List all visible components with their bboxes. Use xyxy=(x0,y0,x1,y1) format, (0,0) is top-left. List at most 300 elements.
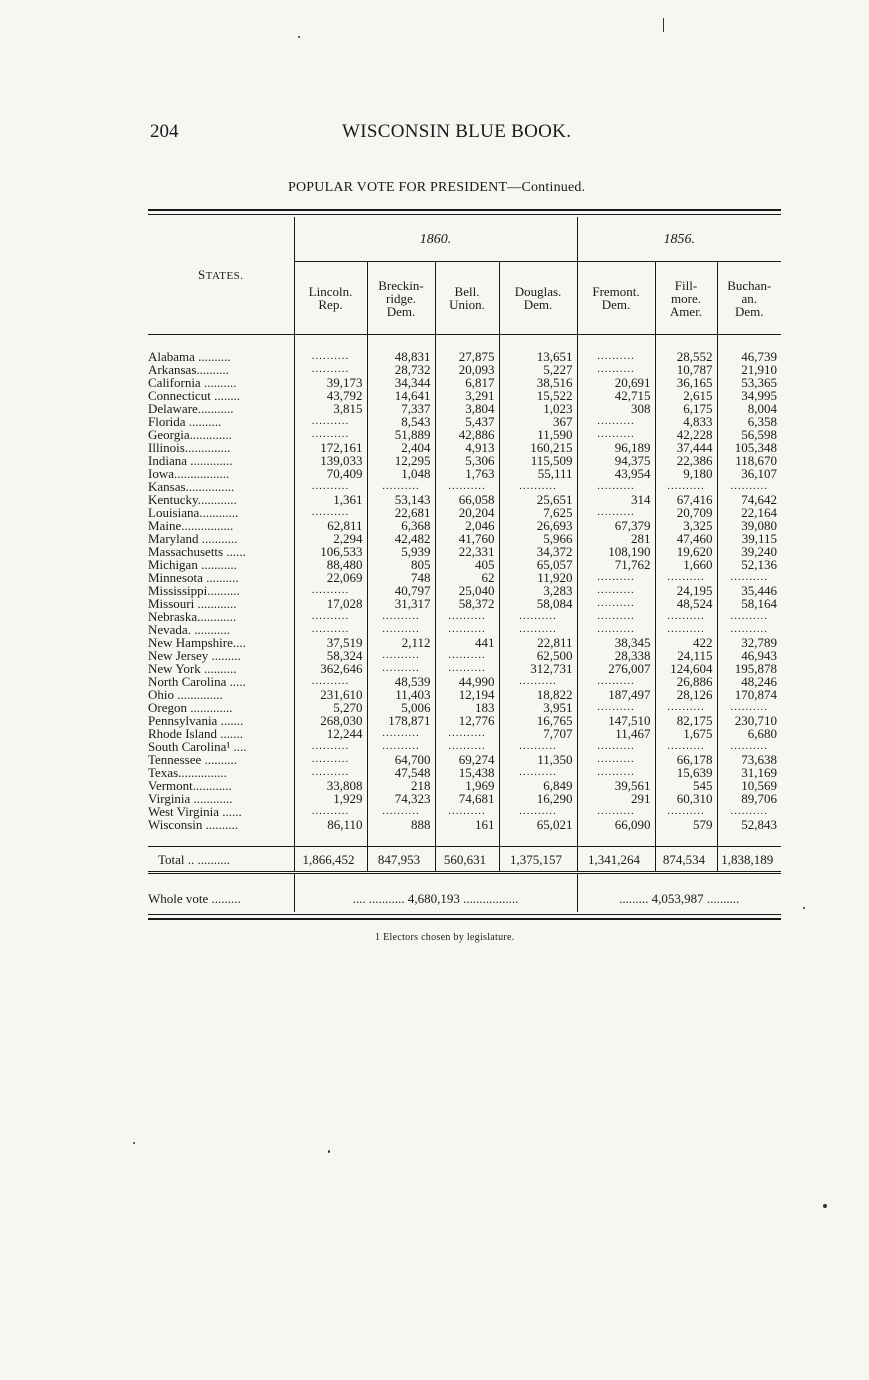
empty-cell: .......... xyxy=(294,753,367,766)
spacer-cell xyxy=(367,335,435,351)
state-name: New Jersey ......... xyxy=(148,648,241,663)
vote-cell: 5,227 xyxy=(499,363,577,376)
spacer-cell xyxy=(577,873,781,885)
empty-cell: .......... xyxy=(294,506,367,519)
empty-cell: .......... xyxy=(435,662,499,675)
vote-cell: 22,069 xyxy=(294,571,367,584)
empty-cell: .......... xyxy=(367,649,435,662)
vote-cell: 34,344 xyxy=(367,376,435,389)
vote-cell: 42,482 xyxy=(367,532,435,545)
vote-cell: 21,910 xyxy=(717,363,781,376)
spacer-cell xyxy=(717,335,781,351)
vote-cell: 36,107 xyxy=(717,467,781,480)
vote-cell: 89,706 xyxy=(717,792,781,805)
total-cell: 874,534 xyxy=(655,847,717,873)
vote-cell: 38,516 xyxy=(499,376,577,389)
vote-cell: 28,126 xyxy=(655,688,717,701)
scan-speck xyxy=(133,1142,135,1144)
vote-cell: 187,497 xyxy=(577,688,655,701)
state-name: Minnesota .......... xyxy=(148,570,239,585)
vote-cell: 88,480 xyxy=(294,558,367,571)
vote-cell: 15,438 xyxy=(435,766,499,779)
vote-cell: 48,524 xyxy=(655,597,717,610)
candidate-header xyxy=(435,262,499,335)
vote-cell: 40,797 xyxy=(367,584,435,597)
state-name: Vermont............ xyxy=(148,778,232,793)
vote-cell: 60,310 xyxy=(655,792,717,805)
vote-cell: 53,365 xyxy=(717,376,781,389)
vote-cell: 405 xyxy=(435,558,499,571)
vote-cell: 195,878 xyxy=(717,662,781,675)
empty-cell: .......... xyxy=(717,701,781,714)
state-name: Kentucky............ xyxy=(148,492,237,507)
empty-cell: .......... xyxy=(499,675,577,688)
state-name: Ohio .............. xyxy=(148,687,223,702)
total-cell: 1,341,264 xyxy=(577,847,655,873)
vote-cell: 545 xyxy=(655,779,717,792)
empty-cell: .......... xyxy=(577,597,655,610)
state-name: Michigan ........... xyxy=(148,557,237,572)
vote-cell: 12,295 xyxy=(367,454,435,467)
state-name: Iowa................. xyxy=(148,466,230,481)
empty-cell: .......... xyxy=(577,350,655,363)
vote-cell: 20,691 xyxy=(577,376,655,389)
empty-cell: .......... xyxy=(655,623,717,636)
total-cell: 847,953 xyxy=(367,847,435,873)
footnote: 1 Electors chosen by legislature. xyxy=(375,932,515,943)
vote-cell: 43,954 xyxy=(577,467,655,480)
vote-cell: 276,007 xyxy=(577,662,655,675)
state-name: Florida .......... xyxy=(148,414,222,429)
vote-cell: 422 xyxy=(655,636,717,649)
vote-cell: 8,543 xyxy=(367,415,435,428)
year-1856-header: 1856. xyxy=(577,217,781,262)
total-label: Total .. .......... xyxy=(148,847,294,873)
empty-cell: .......... xyxy=(294,675,367,688)
empty-cell: .......... xyxy=(577,766,655,779)
empty-cell: .......... xyxy=(367,480,435,493)
vote-cell: 16,765 xyxy=(499,714,577,727)
vote-cell: 230,710 xyxy=(717,714,781,727)
spacer-cell xyxy=(148,831,294,847)
table-row xyxy=(148,610,781,623)
vote-cell: 2,046 xyxy=(435,519,499,532)
empty-cell: .......... xyxy=(717,571,781,584)
vote-cell: 281 xyxy=(577,532,655,545)
state-name: Tennessee .......... xyxy=(148,752,237,767)
vote-cell: 39,173 xyxy=(294,376,367,389)
empty-cell: .......... xyxy=(717,480,781,493)
vote-cell: 11,350 xyxy=(499,753,577,766)
vote-cell: 6,175 xyxy=(655,402,717,415)
candidate-header-line: Douglas. xyxy=(514,284,562,299)
empty-cell: .......... xyxy=(435,480,499,493)
empty-cell: .......... xyxy=(499,480,577,493)
state-name: Pennsylvania ....... xyxy=(148,713,244,728)
vote-cell: 4,913 xyxy=(435,441,499,454)
spacer-row xyxy=(148,831,781,847)
empty-cell: .......... xyxy=(294,584,367,597)
running-head: WISCONSIN BLUE BOOK. xyxy=(342,121,572,142)
state-name: Delaware........... xyxy=(148,401,234,416)
empty-cell: .......... xyxy=(367,610,435,623)
candidate-header-line: an. xyxy=(741,290,758,306)
vote-cell: 24,115 xyxy=(655,649,717,662)
total-cell: 1,375,157 xyxy=(499,847,577,873)
vote-cell: 20,709 xyxy=(655,506,717,519)
empty-cell: .......... xyxy=(577,805,655,818)
vote-cell: 74,323 xyxy=(367,792,435,805)
candidate-header-line: Lincoln. xyxy=(308,284,353,299)
empty-cell: .......... xyxy=(367,623,435,636)
vote-cell: 58,324 xyxy=(294,649,367,662)
empty-cell: .......... xyxy=(294,610,367,623)
empty-cell: .......... xyxy=(655,610,717,623)
vote-cell: 291 xyxy=(577,792,655,805)
vote-cell: 58,372 xyxy=(435,597,499,610)
bottom-rule-thick xyxy=(148,918,781,920)
candidate-header-line: Fremont. xyxy=(592,284,640,299)
candidate-header-line: more. xyxy=(671,290,701,306)
scan-speck xyxy=(328,1150,330,1153)
vote-cell: 44,990 xyxy=(435,675,499,688)
vote-cell: 74,642 xyxy=(717,493,781,506)
table-row xyxy=(148,558,781,571)
vote-cell: 12,244 xyxy=(294,727,367,740)
vote-cell: 5,306 xyxy=(435,454,499,467)
vote-cell: 231,610 xyxy=(294,688,367,701)
vote-cell: 94,375 xyxy=(577,454,655,467)
state-name: Missouri ............ xyxy=(148,596,237,611)
state-name: Maine................ xyxy=(148,518,234,533)
empty-cell: .......... xyxy=(577,675,655,688)
state-name: Maryland ........... xyxy=(148,531,238,546)
vote-cell: 42,228 xyxy=(655,428,717,441)
vote-cell: 28,552 xyxy=(655,350,717,363)
state-name: Wisconsin .......... xyxy=(148,817,239,832)
empty-cell: .......... xyxy=(577,584,655,597)
empty-cell: .......... xyxy=(367,662,435,675)
state-name: Indiana ............. xyxy=(148,453,233,468)
empty-cell: .......... xyxy=(577,623,655,636)
spacer-cell xyxy=(148,335,294,351)
state-name: Nebraska............ xyxy=(148,609,237,624)
vote-cell: 69,274 xyxy=(435,753,499,766)
vote-cell: 42,886 xyxy=(435,428,499,441)
state-name: Arkansas.......... xyxy=(148,362,229,377)
state-name: Louisiana............ xyxy=(148,505,239,520)
vote-cell: 441 xyxy=(435,636,499,649)
state-name: Illinois.............. xyxy=(148,440,231,455)
empty-cell: .......... xyxy=(655,480,717,493)
empty-cell: .......... xyxy=(717,805,781,818)
empty-cell: .......... xyxy=(294,766,367,779)
vote-cell: 11,590 xyxy=(499,428,577,441)
empty-cell: .......... xyxy=(367,727,435,740)
candidate-header-line: Dem. xyxy=(601,297,631,312)
empty-cell: .......... xyxy=(367,740,435,753)
vote-cell: 52,136 xyxy=(717,558,781,571)
vote-cell: 32,789 xyxy=(717,636,781,649)
vote-cell: 6,817 xyxy=(435,376,499,389)
state-name: Mississippi.......... xyxy=(148,583,240,598)
empty-cell: .......... xyxy=(577,610,655,623)
spacer-cell xyxy=(577,831,655,847)
table-row xyxy=(148,805,781,818)
vote-cell: 70,409 xyxy=(294,467,367,480)
vote-cell: 24,195 xyxy=(655,584,717,597)
state-name: South Carolina¹ .... xyxy=(148,739,247,754)
vote-cell: 805 xyxy=(367,558,435,571)
spacer-cell xyxy=(577,335,655,351)
vote-cell: 1,361 xyxy=(294,493,367,506)
spacer-cell xyxy=(294,335,367,351)
vote-cell: 5,939 xyxy=(367,545,435,558)
vote-cell: 362,646 xyxy=(294,662,367,675)
vote-cell: 73,638 xyxy=(717,753,781,766)
vote-cell: 748 xyxy=(367,571,435,584)
total-cell: 1,838,189 xyxy=(717,847,781,873)
top-rule-thin xyxy=(148,214,781,215)
vote-cell: 47,548 xyxy=(367,766,435,779)
vote-cell: 2,615 xyxy=(655,389,717,402)
state-name: Texas............... xyxy=(148,765,227,780)
candidate-header xyxy=(577,262,655,335)
whole-vote-row xyxy=(148,884,781,912)
vote-cell: 1,660 xyxy=(655,558,717,571)
empty-cell: .......... xyxy=(294,350,367,363)
state-name: Georgia............. xyxy=(148,427,232,442)
table-row xyxy=(148,792,781,805)
empty-cell: .......... xyxy=(655,805,717,818)
empty-cell: .......... xyxy=(499,805,577,818)
vote-cell: 58,084 xyxy=(499,597,577,610)
vote-cell: 48,246 xyxy=(717,675,781,688)
vote-cell: 12,776 xyxy=(435,714,499,727)
vote-cell: 218 xyxy=(367,779,435,792)
empty-cell: .......... xyxy=(717,623,781,636)
empty-cell: .......... xyxy=(577,753,655,766)
vote-cell: 1,763 xyxy=(435,467,499,480)
whole-vote-1856: ......... 4,053,987 .......... xyxy=(577,884,781,912)
empty-cell: .......... xyxy=(294,480,367,493)
vote-cell: 7,707 xyxy=(499,727,577,740)
vote-cell: 67,379 xyxy=(577,519,655,532)
candidate-header-line: Fill- xyxy=(674,277,698,293)
vote-cell: 3,951 xyxy=(499,701,577,714)
vote-cell: 22,164 xyxy=(717,506,781,519)
candidate-header-line: Bell. xyxy=(454,284,480,299)
vote-cell: 25,651 xyxy=(499,493,577,506)
vote-cell: 39,240 xyxy=(717,545,781,558)
vote-cell: 6,368 xyxy=(367,519,435,532)
spacer-cell xyxy=(294,873,577,885)
vote-cell: 82,175 xyxy=(655,714,717,727)
vote-cell: 26,886 xyxy=(655,675,717,688)
year-1860-header: 1860. xyxy=(294,217,577,262)
candidate-header-line: Dem. xyxy=(386,303,416,319)
vote-cell: 367 xyxy=(499,415,577,428)
vote-cell: 8,004 xyxy=(717,402,781,415)
vote-cell: 9,180 xyxy=(655,467,717,480)
empty-cell: .......... xyxy=(294,428,367,441)
vote-cell: 53,143 xyxy=(367,493,435,506)
state-name: Virginia ............ xyxy=(148,791,233,806)
candidate-header xyxy=(655,262,717,335)
vote-cell: 28,732 xyxy=(367,363,435,376)
vote-cell: 67,416 xyxy=(655,493,717,506)
vote-cell: 1,929 xyxy=(294,792,367,805)
vote-cell: 42,715 xyxy=(577,389,655,402)
spacer-row xyxy=(148,335,781,351)
vote-cell: 160,215 xyxy=(499,441,577,454)
vote-cell: 2,112 xyxy=(367,636,435,649)
vote-cell: 19,620 xyxy=(655,545,717,558)
page-number: 204 xyxy=(150,121,179,142)
table-row xyxy=(148,818,781,831)
empty-cell: .......... xyxy=(294,623,367,636)
vote-cell: 268,030 xyxy=(294,714,367,727)
state-name: North Carolina ..... xyxy=(148,674,246,689)
vote-cell: 3,283 xyxy=(499,584,577,597)
vote-cell: 308 xyxy=(577,402,655,415)
empty-cell: .......... xyxy=(435,740,499,753)
vote-cell: 579 xyxy=(655,818,717,831)
vote-cell: 96,189 xyxy=(577,441,655,454)
empty-cell: .......... xyxy=(577,506,655,519)
vote-cell: 62 xyxy=(435,571,499,584)
vote-cell: 28,338 xyxy=(577,649,655,662)
vote-cell: 6,680 xyxy=(717,727,781,740)
empty-cell: .......... xyxy=(294,363,367,376)
vote-cell: 147,510 xyxy=(577,714,655,727)
vote-cell: 139,033 xyxy=(294,454,367,467)
table-row xyxy=(148,688,781,701)
vote-cell: 1,023 xyxy=(499,402,577,415)
state-name: West Virginia ...... xyxy=(148,804,242,819)
vote-cell: 115,509 xyxy=(499,454,577,467)
vote-cell: 65,057 xyxy=(499,558,577,571)
scan-speck xyxy=(663,18,664,32)
vote-cell: 5,006 xyxy=(367,701,435,714)
vote-cell: 39,115 xyxy=(717,532,781,545)
state-name: New Hampshire.... xyxy=(148,635,246,650)
vote-cell: 34,372 xyxy=(499,545,577,558)
vote-cell: 161 xyxy=(435,818,499,831)
total-row xyxy=(148,847,781,873)
vote-cell: 62,811 xyxy=(294,519,367,532)
state-name: Rhode Island ....... xyxy=(148,726,243,741)
empty-cell: .......... xyxy=(577,415,655,428)
bottom-rule-thin xyxy=(148,914,781,915)
vote-cell: 3,804 xyxy=(435,402,499,415)
vote-cell: 4,833 xyxy=(655,415,717,428)
vote-cell: 25,040 xyxy=(435,584,499,597)
vote-cell: 38,345 xyxy=(577,636,655,649)
vote-cell: 33,808 xyxy=(294,779,367,792)
candidate-header xyxy=(367,262,435,335)
vote-cell: 41,760 xyxy=(435,532,499,545)
state-name: Kansas............... xyxy=(148,479,235,494)
vote-cell: 43,792 xyxy=(294,389,367,402)
vote-cell: 172,161 xyxy=(294,441,367,454)
empty-cell: .......... xyxy=(655,701,717,714)
vote-cell: 36,165 xyxy=(655,376,717,389)
vote-cell: 178,871 xyxy=(367,714,435,727)
vote-cell: 66,058 xyxy=(435,493,499,506)
vote-cell: 46,943 xyxy=(717,649,781,662)
vote-cell: 26,693 xyxy=(499,519,577,532)
vote-cell: 6,358 xyxy=(717,415,781,428)
spacer-cell xyxy=(655,831,717,847)
candidate-header-line: Breckin- xyxy=(378,277,424,293)
vote-cell: 11,467 xyxy=(577,727,655,740)
vote-cell: 108,190 xyxy=(577,545,655,558)
empty-cell: .......... xyxy=(577,740,655,753)
spacer-cell xyxy=(717,831,781,847)
state-name: Oregon ............. xyxy=(148,700,233,715)
vote-cell: 22,331 xyxy=(435,545,499,558)
empty-cell: .......... xyxy=(499,740,577,753)
empty-cell: .......... xyxy=(435,649,499,662)
states-column-header: STATES. xyxy=(148,217,294,335)
candidate-header-line: Buchan- xyxy=(727,277,772,293)
vote-cell: 39,080 xyxy=(717,519,781,532)
vote-cell: 3,291 xyxy=(435,389,499,402)
table-row xyxy=(148,467,781,480)
vote-cell: 34,995 xyxy=(717,389,781,402)
candidate-header-line: Dem. xyxy=(735,303,764,319)
spacer-cell xyxy=(367,831,435,847)
vote-cell: 46,739 xyxy=(717,350,781,363)
empty-cell: .......... xyxy=(717,610,781,623)
vote-cell: 11,403 xyxy=(367,688,435,701)
spacer-cell xyxy=(435,831,499,847)
state-name: New York .......... xyxy=(148,661,237,676)
empty-cell: .......... xyxy=(435,727,499,740)
vote-cell: 16,290 xyxy=(499,792,577,805)
empty-cell: .......... xyxy=(577,480,655,493)
empty-cell: .......... xyxy=(499,623,577,636)
vote-cell: 22,681 xyxy=(367,506,435,519)
vote-cell: 183 xyxy=(435,701,499,714)
empty-cell: .......... xyxy=(294,740,367,753)
vote-cell: 15,639 xyxy=(655,766,717,779)
total-cell: 560,631 xyxy=(435,847,499,873)
vote-cell: 170,874 xyxy=(717,688,781,701)
vote-cell: 64,700 xyxy=(367,753,435,766)
whole-vote-1860: .... ........... 4,680,193 ................. xyxy=(294,884,577,912)
vote-cell: 20,204 xyxy=(435,506,499,519)
vote-cell: 105,348 xyxy=(717,441,781,454)
popular-vote-table xyxy=(148,217,781,912)
vote-cell: 3,815 xyxy=(294,402,367,415)
empty-cell: .......... xyxy=(717,740,781,753)
table-row xyxy=(148,597,781,610)
vote-cell: 58,164 xyxy=(717,597,781,610)
vote-cell: 2,294 xyxy=(294,532,367,545)
empty-cell: .......... xyxy=(577,428,655,441)
vote-cell: 66,178 xyxy=(655,753,717,766)
vote-cell: 18,822 xyxy=(499,688,577,701)
vote-cell: 65,021 xyxy=(499,818,577,831)
scan-speck xyxy=(803,907,805,909)
vote-cell: 48,831 xyxy=(367,350,435,363)
vote-cell: 12,194 xyxy=(435,688,499,701)
empty-cell: .......... xyxy=(435,610,499,623)
vote-cell: 31,317 xyxy=(367,597,435,610)
vote-cell: 56,598 xyxy=(717,428,781,441)
